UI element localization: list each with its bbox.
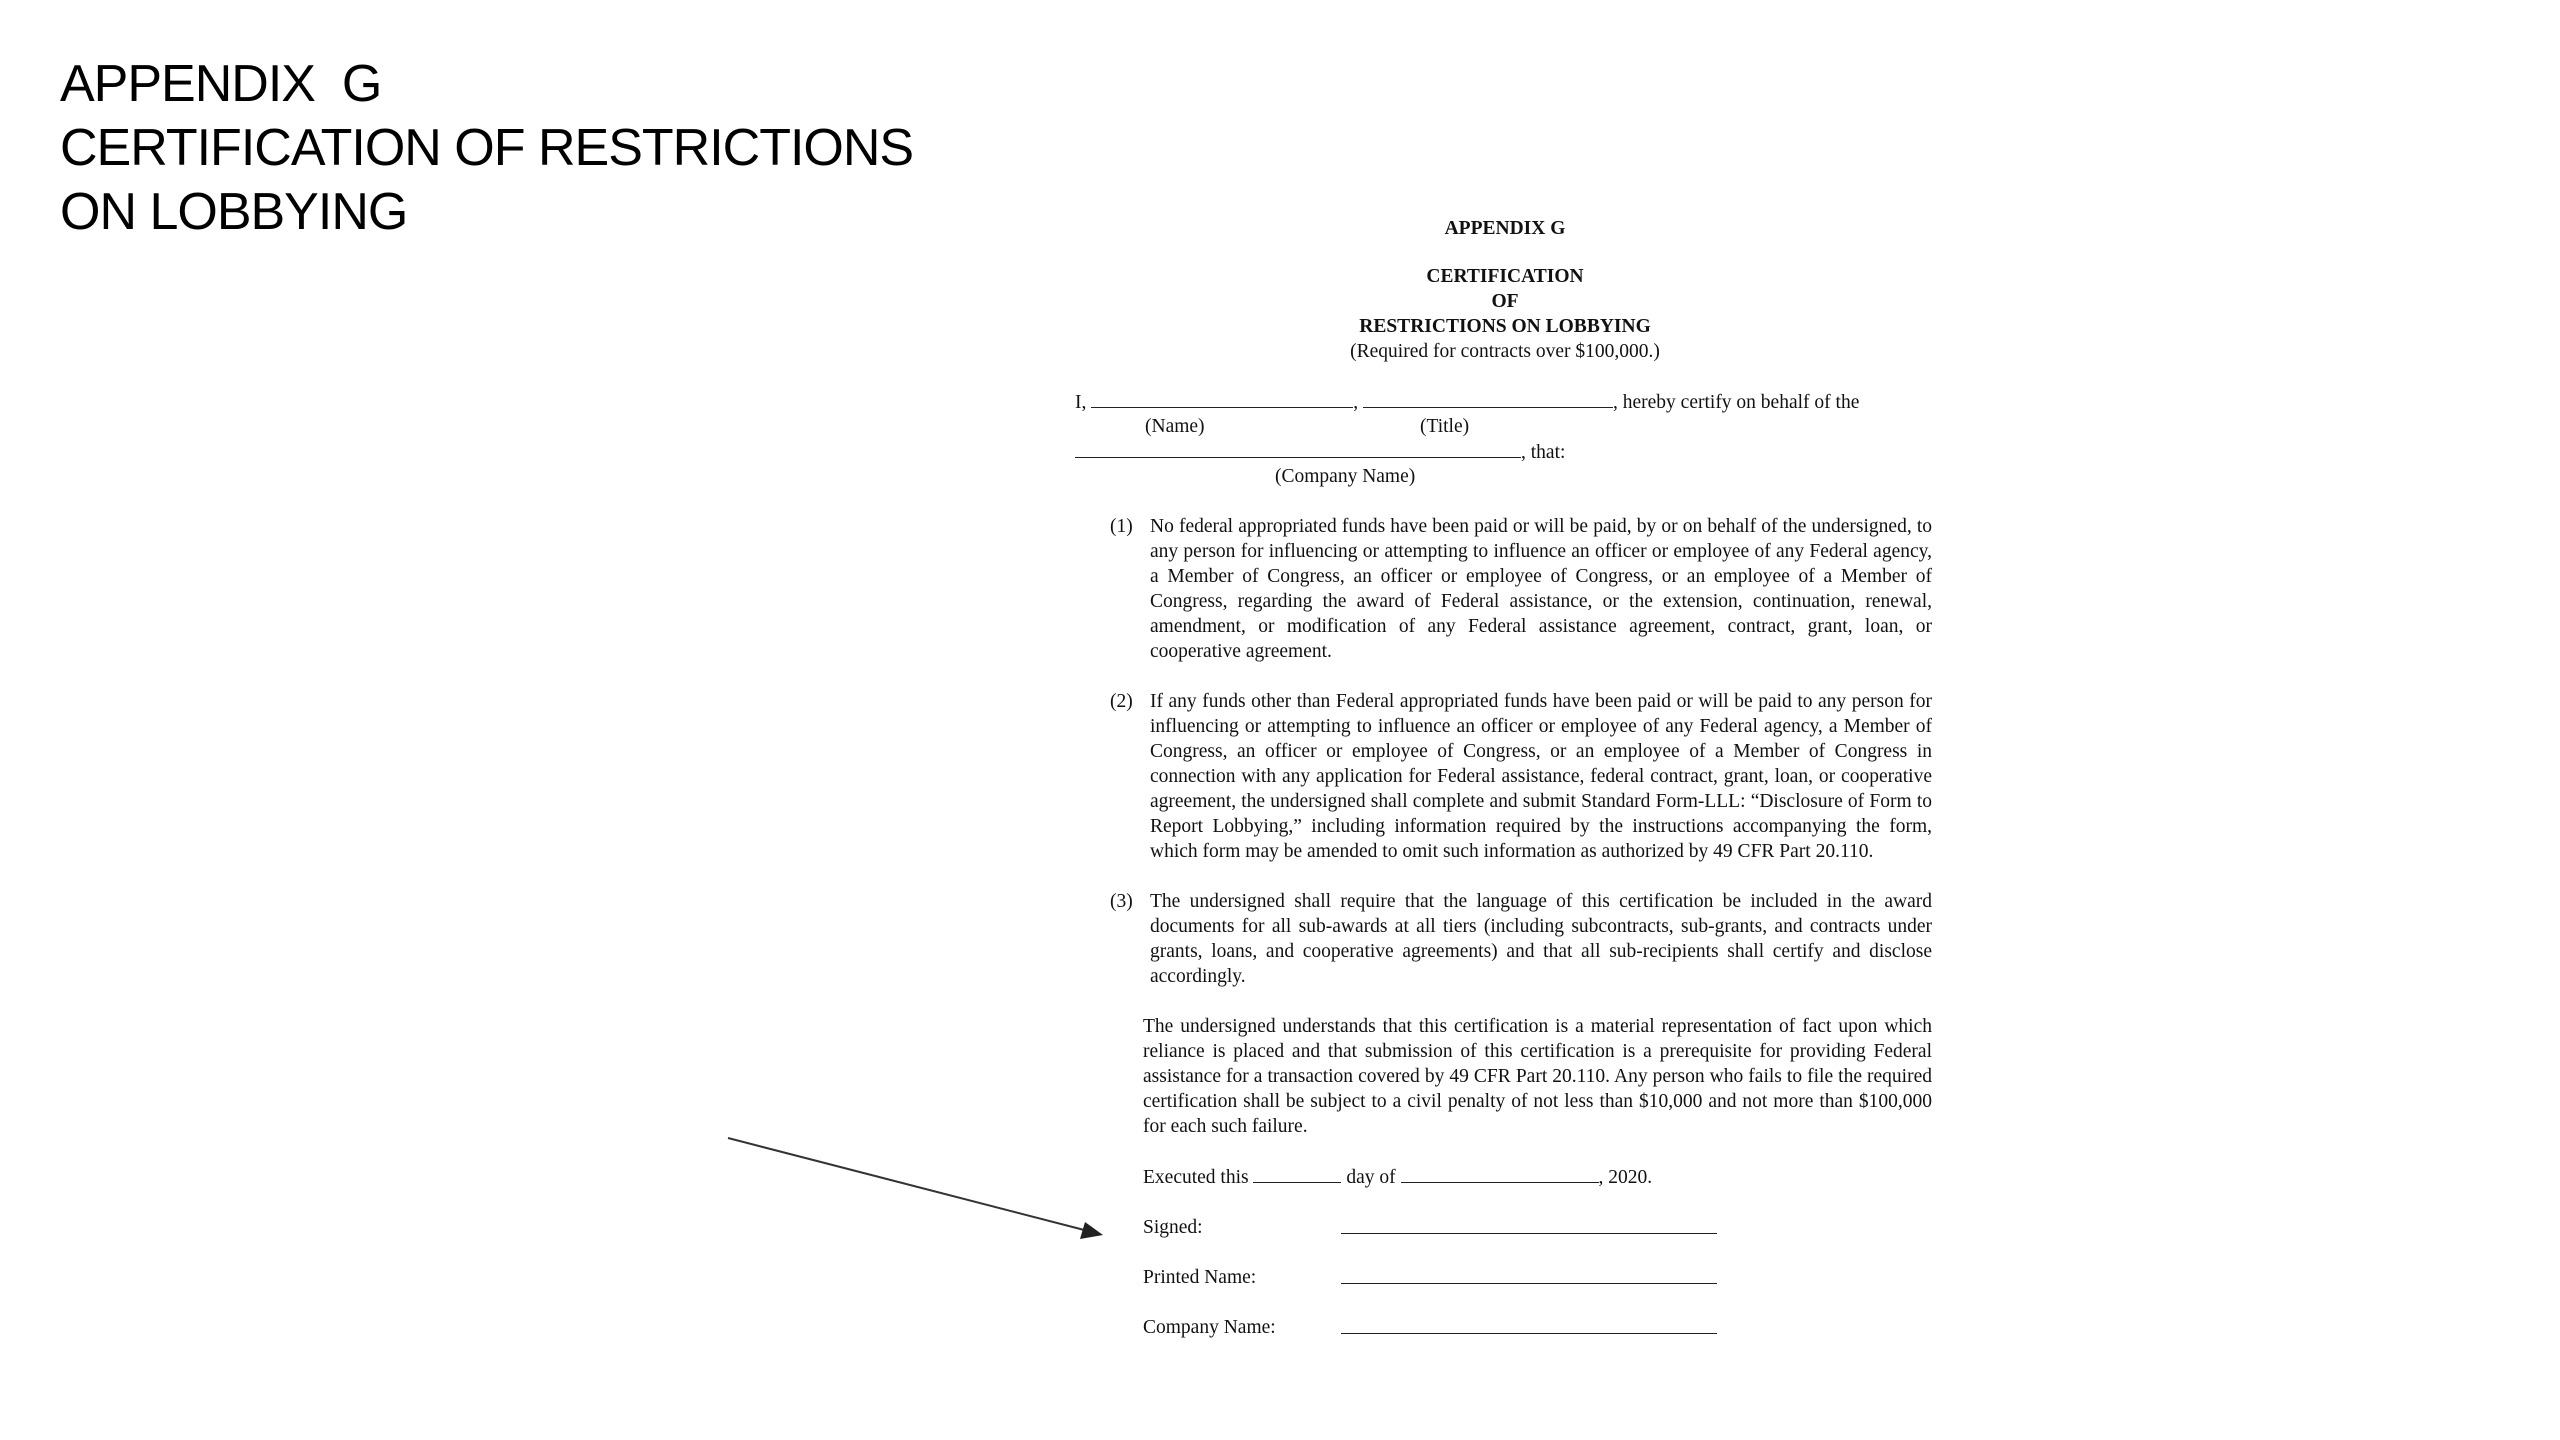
company-blank[interactable] bbox=[1075, 439, 1521, 458]
day-blank[interactable] bbox=[1253, 1164, 1341, 1183]
document-appendix-heading: APPENDIX G bbox=[1444, 218, 1566, 239]
printed-name-line[interactable] bbox=[1341, 1265, 1717, 1284]
item-number: (3) bbox=[1110, 891, 1133, 912]
certifier-separator: , bbox=[1353, 392, 1363, 413]
document-heading-line: RESTRICTIONS ON LOBBYING bbox=[1359, 316, 1651, 337]
certifier-prefix: I, bbox=[1075, 392, 1092, 413]
name-caption: (Name) bbox=[1145, 416, 1205, 437]
executed-suffix: , 2020. bbox=[1598, 1167, 1653, 1188]
certifier-suffix: , hereby certify on behalf of the bbox=[1613, 392, 1860, 413]
title-blank[interactable] bbox=[1363, 389, 1613, 408]
signature-row-printed-name bbox=[1075, 1265, 1935, 1290]
item-number: (2) bbox=[1110, 691, 1133, 712]
document-subheading: (Required for contracts over $100,000.) bbox=[1350, 341, 1660, 362]
slide-title-line: ON LOBBYING bbox=[60, 183, 408, 241]
month-blank[interactable] bbox=[1401, 1164, 1599, 1183]
signature-row-company-name bbox=[1075, 1315, 1935, 1340]
item-number: (1) bbox=[1110, 516, 1133, 537]
slide-title bbox=[60, 52, 913, 244]
item-text: The undersigned shall require that the language of this certification be included in the award documents for all sub-awards at all tiers (including subcontracts, sub-grants, and contracts under grants, loans, and cooperative agreements) and that all sub-recipients shall certify and disclose accordingly. bbox=[1150, 891, 1932, 987]
printed-name-label: Printed Name: bbox=[1143, 1267, 1257, 1288]
executed-prefix: Executed this bbox=[1143, 1167, 1254, 1188]
closing-paragraph: The undersigned understands that this certification is a material representation of fact upon which reliance is placed and that submission of this certification is a prerequisite for providing Federal assistance for a transaction covered by 49 CFR Part 20.110. Any person who fails to file the required certification shall be subject to a civil penalty of not less than $10,000 and not more than $100,000 for each such failure. bbox=[1143, 1016, 1932, 1137]
slide-title-line: CERTIFICATION OF RESTRICTIONS bbox=[60, 119, 914, 177]
signed-label: Signed: bbox=[1143, 1217, 1203, 1238]
executed-middle: day of bbox=[1341, 1167, 1401, 1188]
signed-line[interactable] bbox=[1341, 1215, 1717, 1234]
document-heading-line: OF bbox=[1491, 291, 1519, 312]
certification-items bbox=[1075, 514, 1935, 989]
slide-title-line: APPENDIX G bbox=[60, 55, 382, 113]
company-line bbox=[1075, 439, 1935, 464]
item-text: No federal appropriated funds have been paid or will be paid, by or on behalf of the undersigned, to any person for influencing or attempting to influence an officer or employee of any Federal agency, a Member of Congress, an officer or employee of Congress, or an employee of a Member of Congress, regarding the award of Federal assistance, or the extension, continuation, renewal, amendment, or modification of any Federal assistance agreement, contract, grant, loan, or cooperative agreement. bbox=[1150, 516, 1932, 662]
company-caption-row bbox=[1075, 464, 1935, 489]
certification-item bbox=[1075, 689, 1935, 864]
company-caption: (Company Name) bbox=[1275, 466, 1416, 487]
document-heading-line: CERTIFICATION bbox=[1426, 266, 1584, 287]
title-caption: (Title) bbox=[1420, 416, 1470, 437]
company-name-line[interactable] bbox=[1341, 1315, 1717, 1334]
company-name-label: Company Name: bbox=[1143, 1317, 1276, 1338]
name-blank[interactable] bbox=[1091, 389, 1353, 408]
certifier-line bbox=[1075, 389, 1935, 414]
certification-document bbox=[1075, 210, 1935, 1365]
name-title-captions bbox=[1075, 414, 1935, 439]
signature-row-signed bbox=[1075, 1215, 1935, 1240]
item-text: If any funds other than Federal appropriated funds have been paid or will be paid to any person for influencing or attempting to influence an officer or employee of any Federal agency, a Member of Congress, an officer or employee of Congress, or an employee of a Member of Congress in connection with any application for Federal assistance, federal contract, grant, loan, or cooperative agreement, the undersigned shall complete and submit Standard Form-LLL: “Disclosure of Form to Report Lobbying,” including information required by the instructions accompanying the form, which form may be amended to omit such information as authorized by 49 CFR Part 20.110. bbox=[1150, 691, 1932, 862]
executed-line bbox=[1075, 1164, 1935, 1190]
certification-item bbox=[1075, 889, 1935, 989]
company-that: , that: bbox=[1521, 442, 1566, 463]
certification-item bbox=[1075, 514, 1935, 664]
document-heading bbox=[1075, 264, 1935, 339]
